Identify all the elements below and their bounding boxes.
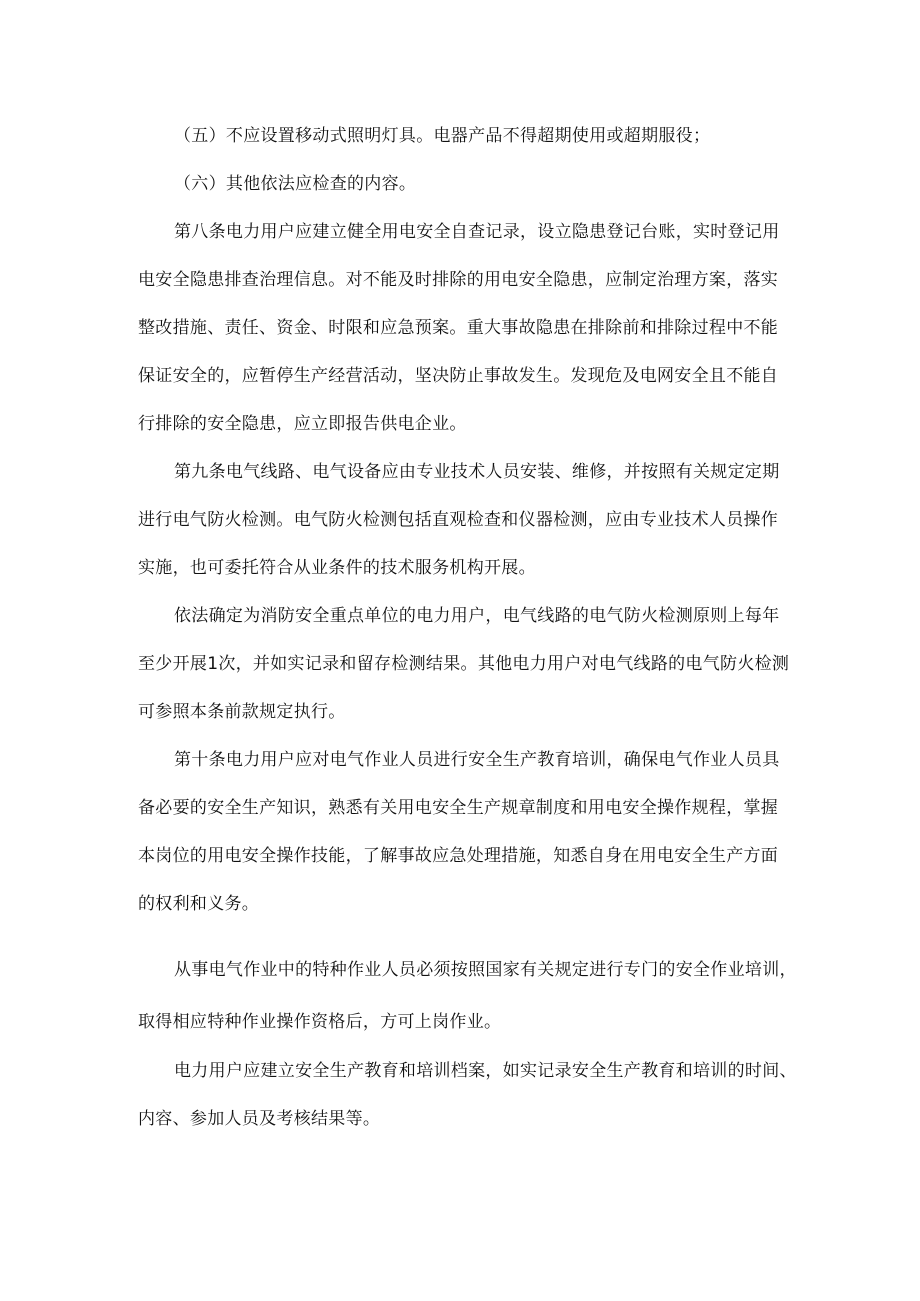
paragraph-line: 实施，也可委托符合从业条件的技术服务机构开展。	[138, 558, 536, 578]
paragraph-line: 可参照本条前款规定执行。	[138, 702, 346, 722]
paragraph-line: （五）不应设置移动式照明灯具。电器产品不得超期使用或超期服役；	[174, 126, 711, 146]
paragraph-line: 内容、参加人员及考核结果等。	[138, 1109, 381, 1129]
paragraph-line: 整改措施、责任、资金、时限和应急预案。重大事故隐患在排除前和排除过程中不能	[138, 318, 779, 338]
paragraph-line: 从事电气作业中的特种作业人员必须按照国家有关规定进行专门的安全作业培训，	[174, 960, 797, 980]
paragraph-line: 本岗位的用电安全操作技能，了解事故应急处理措施，知悉自身在用电安全生产方面	[138, 846, 779, 866]
paragraph-line: 备必要的安全生产知识，熟悉有关用电安全生产规章制度和用电安全操作规程，掌握	[138, 798, 779, 818]
paragraph-line: 至少开展1次，并如实记录和留存检测结果。其他电力用户对电气线路的电气防火检测	[138, 654, 790, 674]
paragraph-line: 依法确定为消防安全重点单位的电力用户，电气线路的电气防火检测原则上每年	[174, 606, 780, 626]
paragraph-line: 电安全隐患排查治理信息。对不能及时排除的用电安全隐患，应制定治理方案，落实	[138, 270, 779, 290]
paragraph-line: 取得相应特种作业操作资格后，方可上岗作业。	[138, 1012, 502, 1032]
paragraph-line: （六）其他依法应检查的内容。	[174, 174, 417, 194]
paragraph-line: 第十条电力用户应对电气作业人员进行安全生产教育培训，确保电气作业人员具	[174, 750, 780, 770]
paragraph-line: 行排除的安全隐患，应立即报告供电企业。	[138, 414, 467, 434]
paragraph-line: 第八条电力用户应建立健全用电安全自查记录，设立隐患登记台账，实时登记用	[174, 222, 780, 242]
paragraph-line: 的权利和义务。	[138, 894, 260, 914]
paragraph-line: 第九条电气线路、电气设备应由专业技术人员安装、维修，并按照有关规定定期	[174, 462, 780, 482]
paragraph-line: 进行电气防火检测。电气防火检测包括直观检查和仪器检测，应由专业技术人员操作	[138, 510, 779, 530]
paragraph-line: 电力用户应建立安全生产教育和培训档案，如实记录安全生产教育和培训的时间、	[174, 1061, 797, 1081]
paragraph-line: 保证安全的，应暂停生产经营活动，坚决防止事故发生。发现危及电网安全且不能自	[138, 366, 779, 386]
